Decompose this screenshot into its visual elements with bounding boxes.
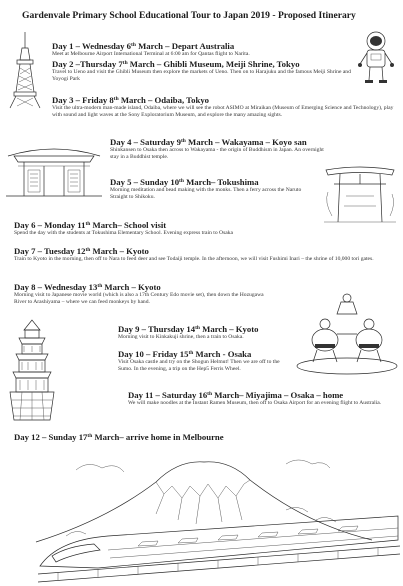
day-description: Morning meditation and bead making with the monks. Then a ferry across the Naruto Straight to Shikoku. xyxy=(110,187,302,201)
day-heading: Day 1 – Wednesday 6th March – Depart Australia xyxy=(52,41,235,51)
day-description: We will make noodles at the Instant Ramen Museum, then off to Osaka Airport for an evening flight to Australia. xyxy=(128,400,382,406)
osaka-castle-icon xyxy=(10,318,54,422)
day-description: Train to Kyoto in the morning, then off to Nara to feed deer and see Todaiji temple. In the afternoon, we will visit Fushimi Inari – the shrine of 10,000 tori gates. xyxy=(14,256,374,262)
day-entry xyxy=(52,95,397,119)
day-entry xyxy=(52,41,397,58)
day-entry xyxy=(118,349,288,373)
day-entry xyxy=(110,137,325,161)
day-description: Morning visit to Kinkakuji shrine, then a train to Osaka. xyxy=(118,334,244,340)
day-description: Visit the ultra-modern man-made island, Odaiba, where we will see the robot ASIMO at Miraikan (Museum of Emerging Science and Technology), play with sound and light waves at the Sony Exploratorium Museum, and explore the many amazing sights. xyxy=(52,105,394,119)
day-heading: Day 5 – Sunday 10th March– Tokushima xyxy=(110,177,259,187)
day-entry xyxy=(14,282,276,306)
day-heading: Day 8 – Wednesday 13th March – Kyoto xyxy=(14,282,161,292)
day-heading: Day 11 – Saturday 16th March– Miyajima – Osaka – home xyxy=(128,390,344,400)
day-heading: Day 2 –Thursday 7th March – Ghibli Museum, Meiji Shrine, Tokyo xyxy=(52,59,300,69)
day-heading: Day 9 – Thursday 14th March – Kyoto xyxy=(118,324,259,334)
tokyo-skytree-icon xyxy=(4,30,46,108)
day-description: Morning visit to Japanese movie world (which is also a 17th Century Edo movie set), then down the Hozugawa River to Arashiyama – where we can feed monkeys by hand. xyxy=(14,292,264,306)
sumo-wrestlers-icon xyxy=(295,292,399,376)
torii-gate-icon xyxy=(322,162,398,224)
day-description: Spend the day with the students at Tokushima Elementary School. Evening express train to Osaka xyxy=(14,230,234,236)
day-heading: Day 10 – Friday 15th March - Osaka xyxy=(118,349,252,359)
day-entry xyxy=(52,59,357,83)
day-heading: Day 12 – Sunday 17th March– arrive home in Melbourne xyxy=(14,432,224,442)
page-title: Gardenvale Primary School Educational Tour to Japan 2019 - Proposed Itinerary xyxy=(22,10,356,21)
shinkansen-train-icon xyxy=(38,510,400,584)
day-description: Travel to Ueno and visit the Ghibli Museum then explore the markets of Ueno. Then on to Harajuku and the famous Meiji Shrine and Yoyogi Park xyxy=(52,69,351,83)
day-heading: Day 3 – Friday 8th March – Odaiba, Tokyo xyxy=(52,95,210,105)
day-entry xyxy=(14,246,389,263)
day-entry xyxy=(14,220,344,237)
day-heading: Day 7 – Tuesday 12th March – Kyoto xyxy=(14,246,149,256)
day-entry xyxy=(128,390,390,407)
day-heading: Day 4 – Saturday 9th March – Wakayama – Koyo san xyxy=(110,137,307,147)
day-entry xyxy=(14,432,344,442)
day-entry xyxy=(118,324,300,341)
day-description: Shinkansen to Osaka then across to Wakayama - the origin of Buddhism in Japan. An overnight stay in a Buddhist temple. xyxy=(110,147,324,161)
day-heading: Day 6 – Monday 11th March– School visit xyxy=(14,220,167,230)
day-entry xyxy=(110,177,320,201)
day-description: Meet at Melbourne Airport International Terminal at 6:00 am for Qantas flight to Narita. xyxy=(52,51,250,57)
day-description: Visit Osaka castle and try on the Shogun Helmut! Then we are off to the Sumo. In the evening, a trip on the Hep5 Ferris Wheel. xyxy=(118,359,280,373)
temple-gate-icon xyxy=(6,140,102,198)
